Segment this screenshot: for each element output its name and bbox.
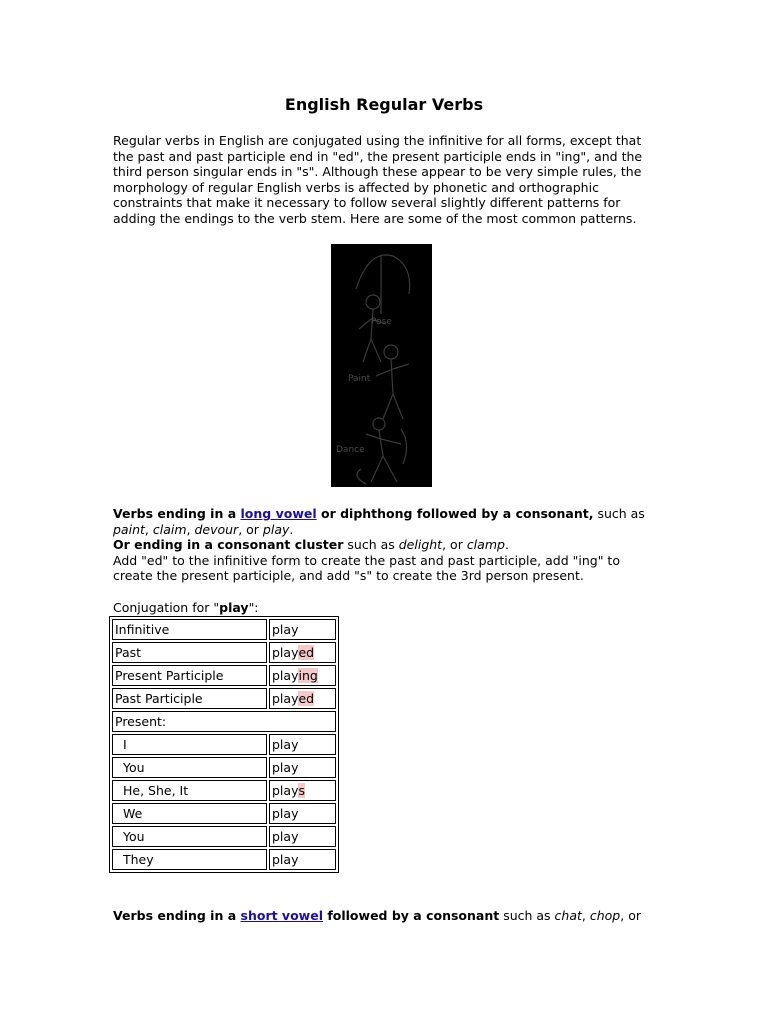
table-row: [112, 665, 336, 686]
present-label: Present:: [112, 711, 336, 732]
sec1-text-c: such as: [593, 506, 645, 521]
example-devour: devour: [194, 521, 239, 537]
figure-body-3: [366, 430, 401, 482]
pronoun: You: [112, 757, 267, 778]
sep: ,: [144, 521, 153, 537]
form-label: Past Participle: [112, 688, 267, 709]
caption-pre: Conjugation for ": [113, 600, 220, 615]
sec1-cluster-heading: Or ending in a consonant cluster: [113, 537, 344, 553]
verb-stem: play: [272, 645, 299, 660]
example-chop: chop: [589, 908, 621, 923]
form-value: [269, 826, 336, 847]
verb-illustration: [331, 244, 432, 487]
verb-stem: play: [272, 806, 299, 821]
verb-ending-highlight: s: [298, 783, 305, 798]
verb-stem: play: [272, 668, 299, 683]
caption-post: ":: [248, 600, 259, 615]
form-value: [269, 780, 336, 801]
figure-umbrella: [356, 255, 410, 294]
table-row: [112, 803, 336, 824]
long-vowel-link[interactable]: long vowel: [240, 506, 317, 521]
sec2-text-c: such as: [499, 908, 555, 923]
figure-motion-lines: [357, 429, 407, 484]
table-row: [112, 619, 336, 640]
section-long-vowel: [113, 506, 658, 584]
example-paint: paint: [113, 521, 145, 537]
figure-head-1: [366, 295, 380, 309]
conjugation-table: [109, 616, 339, 873]
figure-label-paint: Paint: [348, 374, 371, 384]
table-row: [112, 642, 336, 663]
sec1-rule: Add "ed" to the infinitive form to create the past and past participle, add "ing" to create the present participle, and add "s" to create the 3rd person present.: [113, 552, 620, 584]
form-label: Past: [112, 642, 267, 663]
verb-stem: play: [272, 760, 299, 775]
figure-head-3: [373, 418, 385, 430]
table-row: [112, 826, 336, 847]
verb-stem: play: [272, 829, 299, 844]
page-title: English Regular Verbs: [284, 95, 484, 114]
form-value: [269, 734, 336, 755]
table-row: [112, 688, 336, 709]
verb-stem: play: [272, 737, 299, 752]
verb-ending-highlight: ed: [298, 645, 315, 660]
pronoun: You: [112, 826, 267, 847]
sec1-heading-b: or diphthong followed by a consonant,: [316, 506, 594, 521]
verb-stem: play: [272, 852, 299, 867]
table-row: [112, 757, 336, 778]
section-short-vowel: [113, 908, 658, 924]
sep-or: , or: [442, 537, 467, 553]
pronoun: He, She, It: [112, 780, 267, 801]
intro-paragraph: Regular verbs in English are conjugated using the infinitive for all forms, except that the past and past participle end in "ed", the present participle ends in "ing", and the third person singular ends in "s". Although these appear to be very simple rules, the morphology of regular English verbs is affected by phonetic and orthographic constraints that make it necessary to follow several slightly different patterns for adding the endings to the verb stem. Here are some of the most common patterns.: [113, 133, 643, 226]
table-row: [112, 711, 336, 732]
form-label: Present Participle: [112, 665, 267, 686]
pronoun: I: [112, 734, 267, 755]
example-claim: claim: [152, 521, 187, 537]
verb-stem: play: [272, 783, 299, 798]
table-row: [112, 734, 336, 755]
sec2-heading-b: followed by a consonant: [322, 908, 500, 923]
form-value: [269, 619, 336, 640]
figure-head-2: [384, 345, 398, 359]
example-delight: delight: [398, 537, 443, 553]
form-value: [269, 803, 336, 824]
form-value: [269, 849, 336, 870]
form-value: [269, 757, 336, 778]
table-row: [112, 780, 336, 801]
period: .: [289, 521, 294, 537]
figure-label-dance: Dance: [336, 445, 365, 455]
period: .: [504, 537, 509, 553]
form-value: [269, 642, 336, 663]
caption-verb: play: [219, 600, 249, 615]
verb-stem: play: [272, 691, 299, 706]
form-label: Infinitive: [112, 619, 267, 640]
short-vowel-link[interactable]: short vowel: [240, 908, 323, 923]
example-chat: chat: [554, 908, 582, 923]
sec2-heading-a: Verbs ending in a: [113, 908, 241, 923]
form-value: [269, 688, 336, 709]
verb-stem: play: [272, 622, 299, 637]
pronoun: They: [112, 849, 267, 870]
example-play: play: [262, 521, 290, 537]
sec1-heading-a: Verbs ending in a: [113, 506, 241, 521]
sec1-cluster-text: such as: [343, 537, 399, 553]
sep: ,: [581, 908, 590, 923]
form-value: [269, 665, 336, 686]
verb-ending-highlight: ing: [298, 668, 318, 683]
figure-label-pose: Pose: [371, 317, 392, 327]
verb-ending-highlight: ed: [298, 691, 315, 706]
figure-drawing: [331, 244, 432, 487]
sec2-text-d: , or: [620, 908, 641, 923]
example-clamp: clamp: [466, 537, 505, 553]
sep-or: , or: [238, 521, 263, 537]
pronoun: We: [112, 803, 267, 824]
table-row: [112, 849, 336, 870]
conjugation-caption: [113, 600, 259, 615]
figure-body-2: [376, 359, 409, 419]
sep: ,: [186, 521, 195, 537]
